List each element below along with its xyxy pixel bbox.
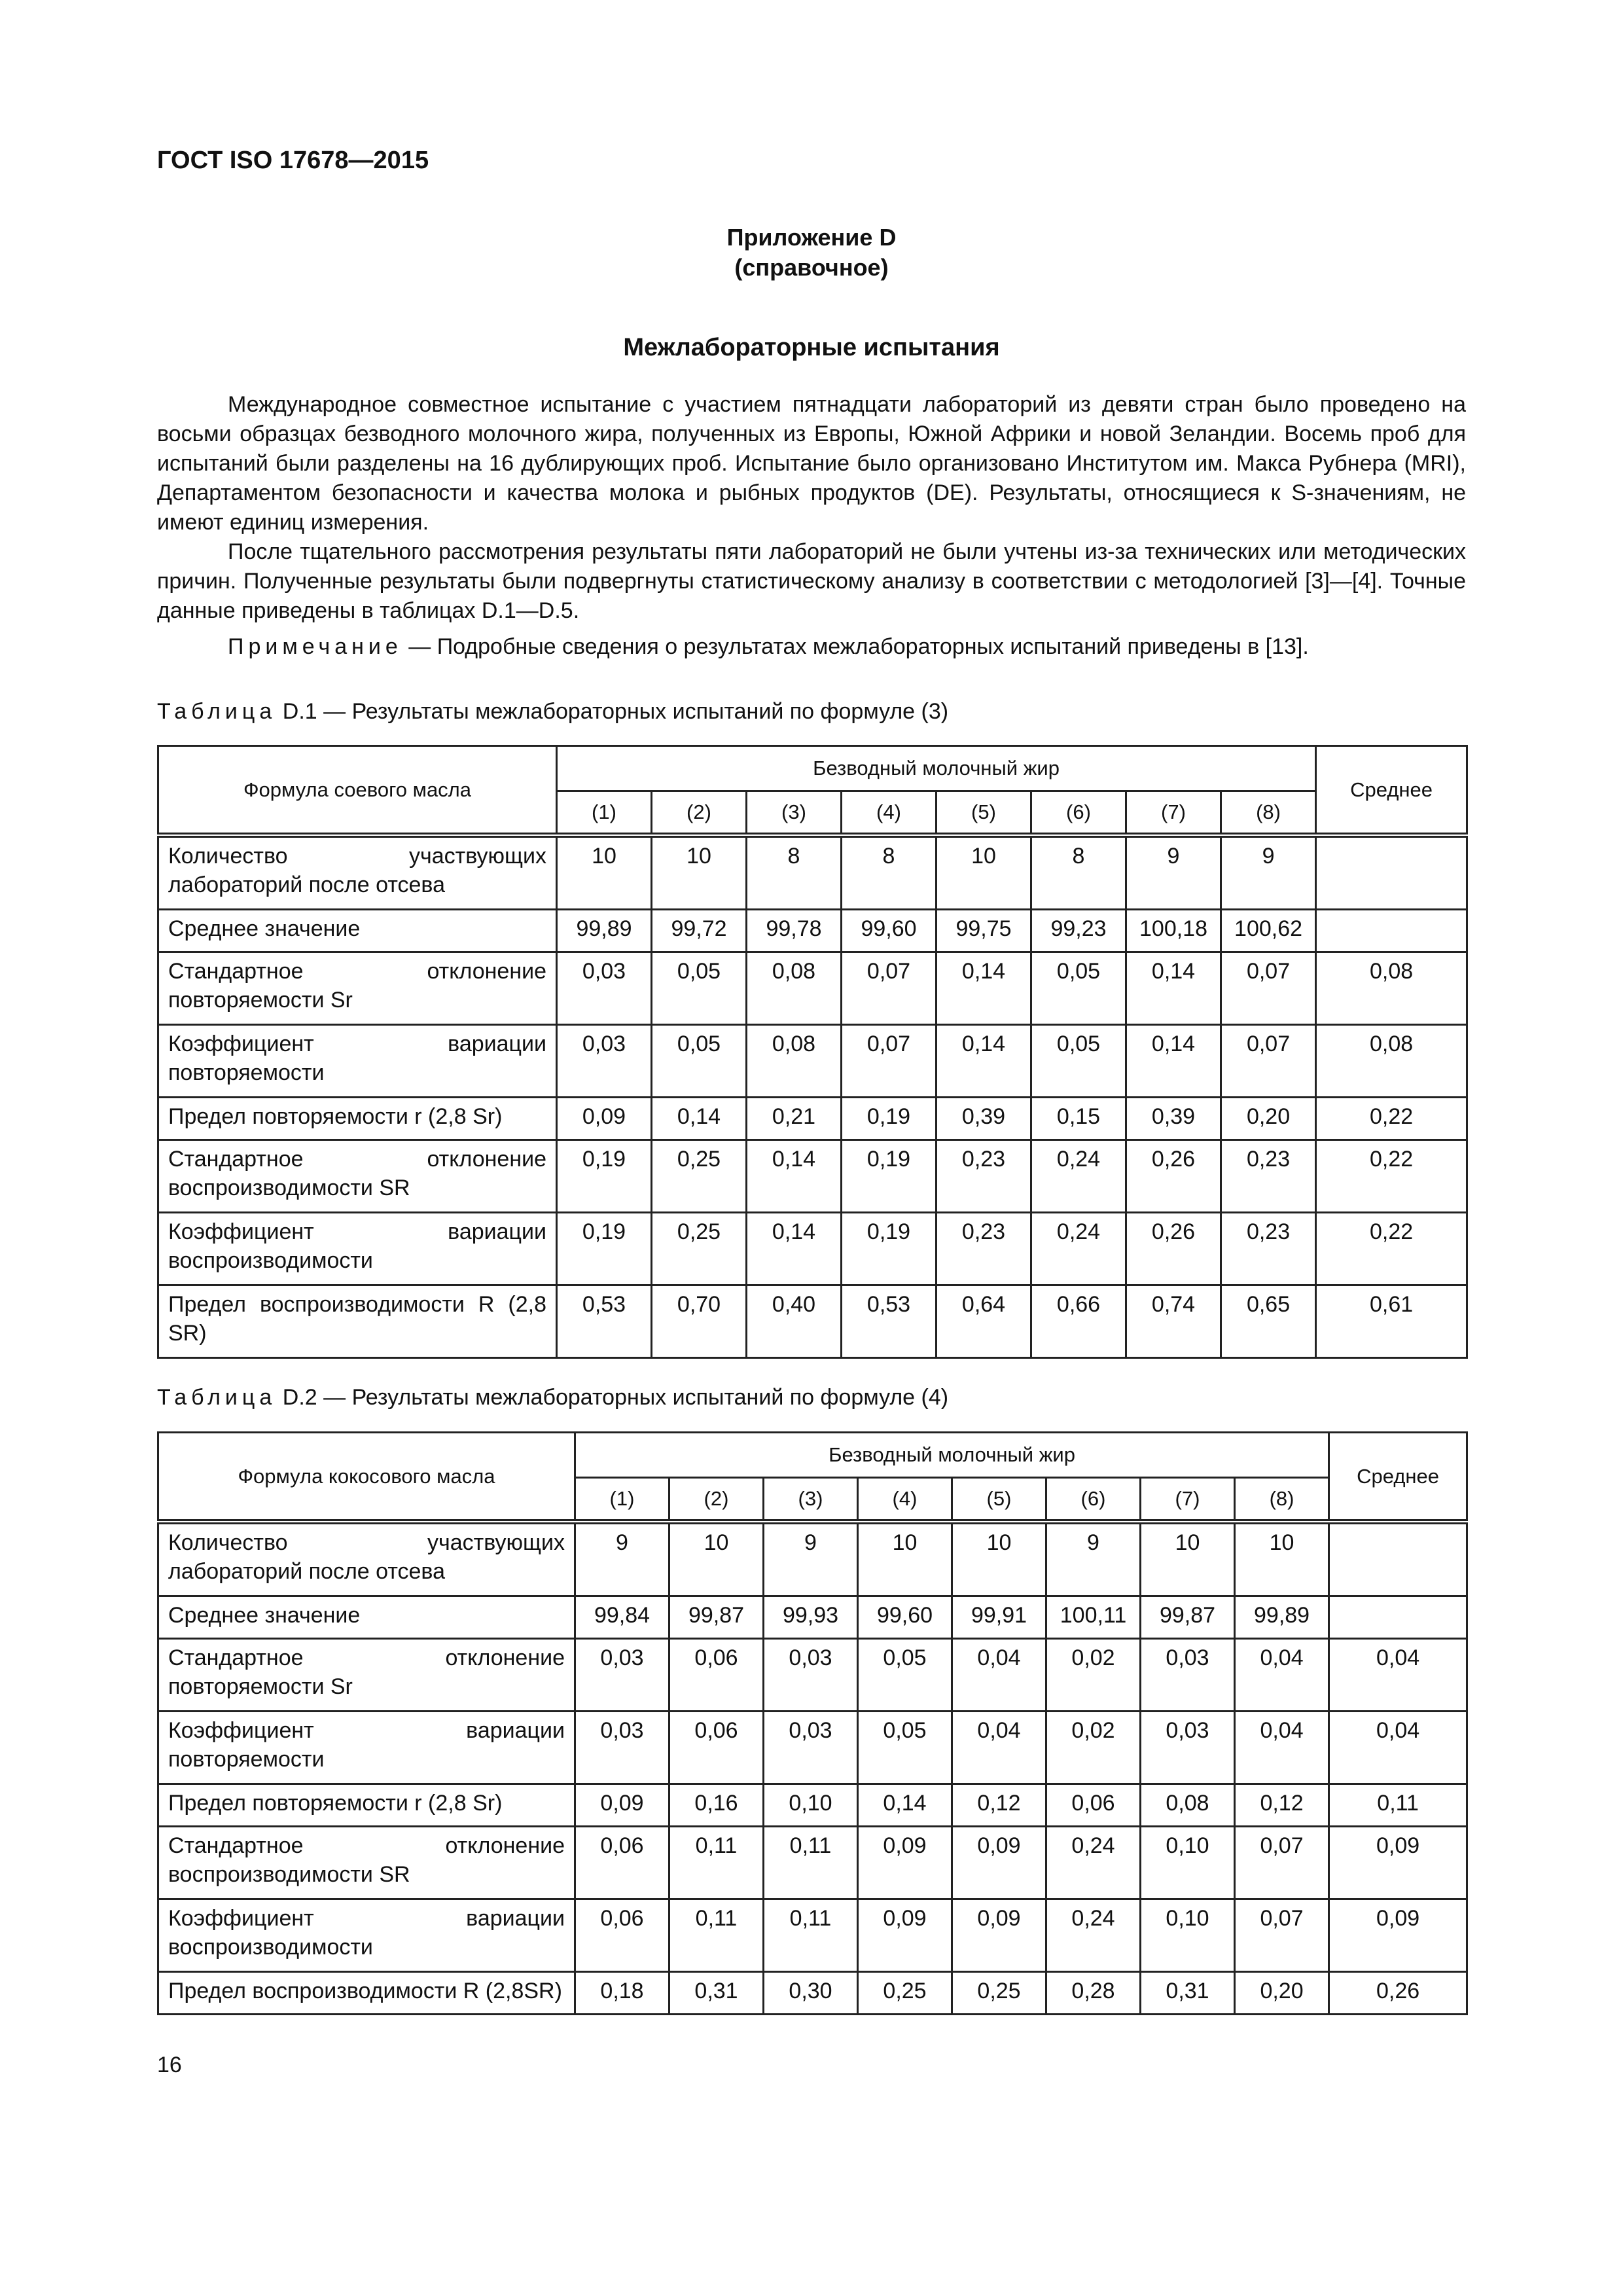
mean-cell: 0,22	[1316, 1140, 1467, 1213]
value-cell: 0,26	[1126, 1213, 1221, 1285]
value-cell: 0,14	[747, 1213, 842, 1285]
value-cell: 0,03	[575, 1712, 669, 1784]
value-cell: 0,25	[652, 1213, 747, 1285]
row-label: Стандартное отклонение воспроизводимости SR	[158, 1140, 557, 1213]
value-cell: 0,10	[1141, 1827, 1235, 1899]
row-label: Стандартное отклонение повторяемости Sr	[158, 952, 557, 1025]
value-cell: 10	[936, 835, 1031, 910]
value-cell: 0,04	[952, 1712, 1046, 1784]
value-cell: 9	[1046, 1522, 1141, 1596]
mean-cell: 0,22	[1316, 1098, 1467, 1140]
value-cell: 10	[652, 835, 747, 910]
value-cell: 0,03	[557, 952, 652, 1025]
value-cell: 0,06	[669, 1639, 764, 1712]
value-cell: 10	[1235, 1522, 1329, 1596]
mean-cell: 0,26	[1329, 1972, 1467, 2015]
note	[157, 632, 1466, 662]
table-number: D.1	[282, 699, 317, 724]
value-cell: 0,28	[1046, 1972, 1141, 2015]
mean-cell: 0,08	[1316, 952, 1467, 1025]
table-row	[158, 1972, 1467, 2015]
value-cell: 0,07	[842, 952, 936, 1025]
value-cell: 9	[1126, 835, 1221, 910]
value-cell: 99,72	[652, 910, 747, 952]
value-cell: 0,09	[952, 1899, 1046, 1972]
value-cell: 0,18	[575, 1972, 669, 2015]
value-cell: 0,04	[1235, 1639, 1329, 1712]
value-cell: 0,40	[747, 1285, 842, 1358]
value-cell: 0,08	[1141, 1784, 1235, 1827]
value-cell: 9	[575, 1522, 669, 1596]
section-title: Межлабораторные испытания	[623, 334, 1000, 361]
mean-cell	[1316, 835, 1467, 910]
value-cell: 99,84	[575, 1596, 669, 1639]
table-row	[158, 835, 1467, 910]
value-cell: 0,09	[952, 1827, 1046, 1899]
value-cell: 99,75	[936, 910, 1031, 952]
value-cell: 10	[1141, 1522, 1235, 1596]
value-cell: 0,11	[764, 1899, 858, 1972]
column-header: (8)	[1235, 1478, 1329, 1522]
value-cell: 0,21	[747, 1098, 842, 1140]
value-cell: 0,30	[764, 1972, 858, 2015]
mean-cell: 0,04	[1329, 1639, 1467, 1712]
row-header: Формула соевого масла	[158, 746, 557, 836]
mean-cell	[1316, 910, 1467, 952]
value-cell: 0,14	[1126, 1025, 1221, 1098]
table-caption-text: — Результаты межлабораторных испытаний по формуле (4)	[317, 1385, 949, 1410]
column-header: (8)	[1221, 791, 1316, 836]
value-cell: 0,11	[669, 1899, 764, 1972]
value-cell: 0,04	[1235, 1712, 1329, 1784]
value-cell: 0,23	[1221, 1213, 1316, 1285]
table-row	[158, 1596, 1467, 1639]
value-cell: 10	[952, 1522, 1046, 1596]
value-cell: 0,39	[1126, 1098, 1221, 1140]
value-cell: 0,09	[557, 1098, 652, 1140]
mean-cell: 0,04	[1329, 1712, 1467, 1784]
value-cell: 0,11	[669, 1827, 764, 1899]
value-cell: 0,04	[952, 1639, 1046, 1712]
value-cell: 0,53	[557, 1285, 652, 1358]
value-cell: 100,18	[1126, 910, 1221, 952]
column-header: (5)	[952, 1478, 1046, 1522]
table-row	[158, 952, 1467, 1025]
column-header: (6)	[1046, 1478, 1141, 1522]
value-cell: 0,03	[764, 1712, 858, 1784]
value-cell: 0,05	[858, 1712, 952, 1784]
table-row	[158, 1098, 1467, 1140]
value-cell: 0,24	[1046, 1899, 1141, 1972]
value-cell: 0,19	[557, 1140, 652, 1213]
value-cell: 99,89	[557, 910, 652, 952]
value-cell: 0,20	[1235, 1972, 1329, 2015]
value-cell: 99,93	[764, 1596, 858, 1639]
value-cell: 0,23	[936, 1213, 1031, 1285]
table-row	[158, 1522, 1467, 1596]
value-cell: 0,24	[1031, 1140, 1126, 1213]
value-cell: 0,03	[764, 1639, 858, 1712]
row-label: Среднее значение	[158, 1596, 575, 1639]
column-header: (1)	[557, 791, 652, 836]
value-cell: 9	[764, 1522, 858, 1596]
annex-title: Приложение D	[726, 224, 897, 251]
paragraph-2: После тщательного рассмотрения результаты пяти лабораторий не были учтены из-за технических или методических причин. Полученные результаты были подвергнуты статистическому анализу в соответствии с методологией [3]—[4]. Точные данные приведены в таблицах D.1—D.5.	[157, 539, 1466, 623]
table-row	[158, 910, 1467, 952]
value-cell: 10	[669, 1522, 764, 1596]
table-row	[158, 1639, 1467, 1712]
value-cell: 0,19	[842, 1213, 936, 1285]
column-header: (2)	[669, 1478, 764, 1522]
annex-type: (справочное)	[734, 254, 889, 281]
value-cell: 0,06	[1046, 1784, 1141, 1827]
value-cell: 0,70	[652, 1285, 747, 1358]
row-label: Предел воспроизводимости R (2,8 SR)	[158, 1285, 557, 1358]
table-row	[158, 1899, 1467, 1972]
value-cell: 0,39	[936, 1098, 1031, 1140]
value-cell: 8	[842, 835, 936, 910]
table-caption-text: — Результаты межлабораторных испытаний по формуле (3)	[317, 699, 949, 724]
column-header: (4)	[842, 791, 936, 836]
value-cell: 10	[858, 1522, 952, 1596]
value-cell: 0,66	[1031, 1285, 1126, 1358]
body-text	[157, 390, 1466, 662]
value-cell: 0,64	[936, 1285, 1031, 1358]
row-label: Коэффициент вариации повторяемости	[158, 1025, 557, 1098]
value-cell: 0,23	[936, 1140, 1031, 1213]
row-label: Предел повторяемости r (2,8 Sr)	[158, 1098, 557, 1140]
table-row	[158, 1827, 1467, 1899]
value-cell: 9	[1221, 835, 1316, 910]
value-cell: 99,23	[1031, 910, 1126, 952]
value-cell: 99,60	[858, 1596, 952, 1639]
table-d1-body	[158, 835, 1467, 1358]
value-cell: 0,08	[747, 1025, 842, 1098]
row-label: Стандартное отклонение повторяемости Sr	[158, 1639, 575, 1712]
value-cell: 10	[557, 835, 652, 910]
table-d2	[157, 1431, 1468, 2015]
value-cell: 0,14	[652, 1098, 747, 1140]
row-label: Количество участвующих лабораторий после отсева	[158, 1522, 575, 1596]
value-cell: 0,11	[764, 1827, 858, 1899]
value-cell: 0,19	[557, 1213, 652, 1285]
value-cell: 99,87	[669, 1596, 764, 1639]
mean-cell: 0,22	[1316, 1213, 1467, 1285]
value-cell: 0,03	[575, 1639, 669, 1712]
table-word: Таблица	[157, 1385, 277, 1410]
value-cell: 0,07	[1221, 1025, 1316, 1098]
column-header: (6)	[1031, 791, 1126, 836]
table-word: Таблица	[157, 699, 277, 724]
value-cell: 0,06	[575, 1899, 669, 1972]
document-id: ГОСТ ISO 17678—2015	[157, 147, 429, 174]
table-row	[158, 1784, 1467, 1827]
value-cell: 100,11	[1046, 1596, 1141, 1639]
column-header: (7)	[1141, 1478, 1235, 1522]
value-cell: 0,12	[1235, 1784, 1329, 1827]
table-row	[158, 1712, 1467, 1784]
value-cell: 0,07	[1235, 1827, 1329, 1899]
value-cell: 0,05	[1031, 1025, 1126, 1098]
page-number: 16	[157, 2053, 182, 2077]
value-cell: 0,14	[936, 952, 1031, 1025]
value-cell: 0,03	[557, 1025, 652, 1098]
table-row	[158, 1213, 1467, 1285]
value-cell: 0,14	[1126, 952, 1221, 1025]
value-cell: 99,78	[747, 910, 842, 952]
table-row	[158, 1140, 1467, 1213]
column-header: (5)	[936, 791, 1031, 836]
value-cell: 0,31	[1141, 1972, 1235, 2015]
mean-header: Среднее	[1329, 1433, 1467, 1522]
value-cell: 0,19	[842, 1140, 936, 1213]
value-cell: 0,05	[652, 952, 747, 1025]
value-cell: 99,87	[1141, 1596, 1235, 1639]
column-header: (7)	[1126, 791, 1221, 836]
value-cell: 0,05	[1031, 952, 1126, 1025]
table-d2-body	[158, 1522, 1467, 2015]
value-cell: 0,24	[1031, 1213, 1126, 1285]
mean-header: Среднее	[1316, 746, 1467, 836]
column-header: (2)	[652, 791, 747, 836]
column-header: (4)	[858, 1478, 952, 1522]
value-cell: 100,62	[1221, 910, 1316, 952]
row-label: Стандартное отклонение воспроизводимости SR	[158, 1827, 575, 1899]
table-d1	[157, 745, 1468, 1359]
value-cell: 0,07	[1221, 952, 1316, 1025]
value-cell: 0,03	[1141, 1639, 1235, 1712]
value-cell: 99,89	[1235, 1596, 1329, 1639]
row-label: Коэффициент вариации воспроизводимости	[158, 1213, 557, 1285]
value-cell: 0,14	[936, 1025, 1031, 1098]
value-cell: 0,74	[1126, 1285, 1221, 1358]
value-cell: 0,02	[1046, 1639, 1141, 1712]
value-cell: 99,91	[952, 1596, 1046, 1639]
value-cell: 0,07	[842, 1025, 936, 1098]
value-cell: 0,14	[747, 1140, 842, 1213]
value-cell: 0,15	[1031, 1098, 1126, 1140]
table-d1-caption	[157, 699, 948, 725]
table-row	[158, 1285, 1467, 1358]
row-label: Предел повторяемости r (2,8 Sr)	[158, 1784, 575, 1827]
mean-cell: 0,08	[1316, 1025, 1467, 1098]
column-header: (3)	[747, 791, 842, 836]
value-cell: 0,05	[652, 1025, 747, 1098]
value-cell: 0,12	[952, 1784, 1046, 1827]
value-cell: 0,05	[858, 1639, 952, 1712]
value-cell: 0,25	[858, 1972, 952, 2015]
value-cell: 0,25	[652, 1140, 747, 1213]
mean-cell	[1329, 1596, 1467, 1639]
value-cell: 0,02	[1046, 1712, 1141, 1784]
paragraph-1: Международное совместное испытание с участием пятнадцати лабораторий из девяти стран было проведено на восьми образцах безводного молочного жира, полученных из Европы, Южной Африки и новой Зеландии. Восемь проб для испытаний были разделены на 16 дублирующих проб. Испытание было организовано Институтом им. Макса Рубнера (MRI), Департаментом безопасности и качества молока и рыбных продуктов (DE). Результаты, относящиеся к S-значениям, не имеют единиц измерения.	[157, 392, 1466, 535]
value-cell: 0,65	[1221, 1285, 1316, 1358]
value-cell: 0,08	[747, 952, 842, 1025]
row-label: Коэффициент вариации повторяемости	[158, 1712, 575, 1784]
row-label: Количество участвующих лабораторий после отсева	[158, 835, 557, 910]
mean-cell: 0,11	[1329, 1784, 1467, 1827]
value-cell: 8	[747, 835, 842, 910]
column-header: (1)	[575, 1478, 669, 1522]
value-cell: 0,20	[1221, 1098, 1316, 1140]
table-row	[158, 1025, 1467, 1098]
note-label: Примечание	[228, 634, 402, 659]
mean-cell	[1329, 1522, 1467, 1596]
value-cell: 0,09	[858, 1899, 952, 1972]
value-cell: 0,07	[1235, 1899, 1329, 1972]
value-cell: 0,31	[669, 1972, 764, 2015]
value-cell: 99,60	[842, 910, 936, 952]
value-cell: 0,23	[1221, 1140, 1316, 1213]
value-cell: 0,25	[952, 1972, 1046, 2015]
mean-cell: 0,09	[1329, 1899, 1467, 1972]
row-label: Предел воспроизводимости R (2,8SR)	[158, 1972, 575, 2015]
value-cell: 0,19	[842, 1098, 936, 1140]
value-cell: 0,16	[669, 1784, 764, 1827]
value-cell: 0,06	[575, 1827, 669, 1899]
value-cell: 0,09	[858, 1827, 952, 1899]
value-cell: 0,06	[669, 1712, 764, 1784]
group-header: Безводный молочный жир	[575, 1433, 1329, 1478]
row-label: Коэффициент вариации воспроизводимости	[158, 1899, 575, 1972]
annex-heading	[157, 223, 1466, 283]
group-header: Безводный молочный жир	[557, 746, 1316, 791]
row-header: Формула кокосового масла	[158, 1433, 575, 1522]
value-cell: 0,24	[1046, 1827, 1141, 1899]
value-cell: 0,26	[1126, 1140, 1221, 1213]
note-text: — Подробные сведения о результатах межлабораторных испытаний приведены в [13].	[402, 634, 1309, 659]
value-cell: 0,10	[764, 1784, 858, 1827]
column-header: (3)	[764, 1478, 858, 1522]
table-number: D.2	[282, 1385, 317, 1410]
value-cell: 0,09	[575, 1784, 669, 1827]
value-cell: 8	[1031, 835, 1126, 910]
value-cell: 0,14	[858, 1784, 952, 1827]
mean-cell: 0,09	[1329, 1827, 1467, 1899]
row-label: Среднее значение	[158, 910, 557, 952]
value-cell: 0,53	[842, 1285, 936, 1358]
table-d2-caption	[157, 1385, 948, 1410]
value-cell: 0,03	[1141, 1712, 1235, 1784]
value-cell: 0,10	[1141, 1899, 1235, 1972]
mean-cell: 0,61	[1316, 1285, 1467, 1358]
